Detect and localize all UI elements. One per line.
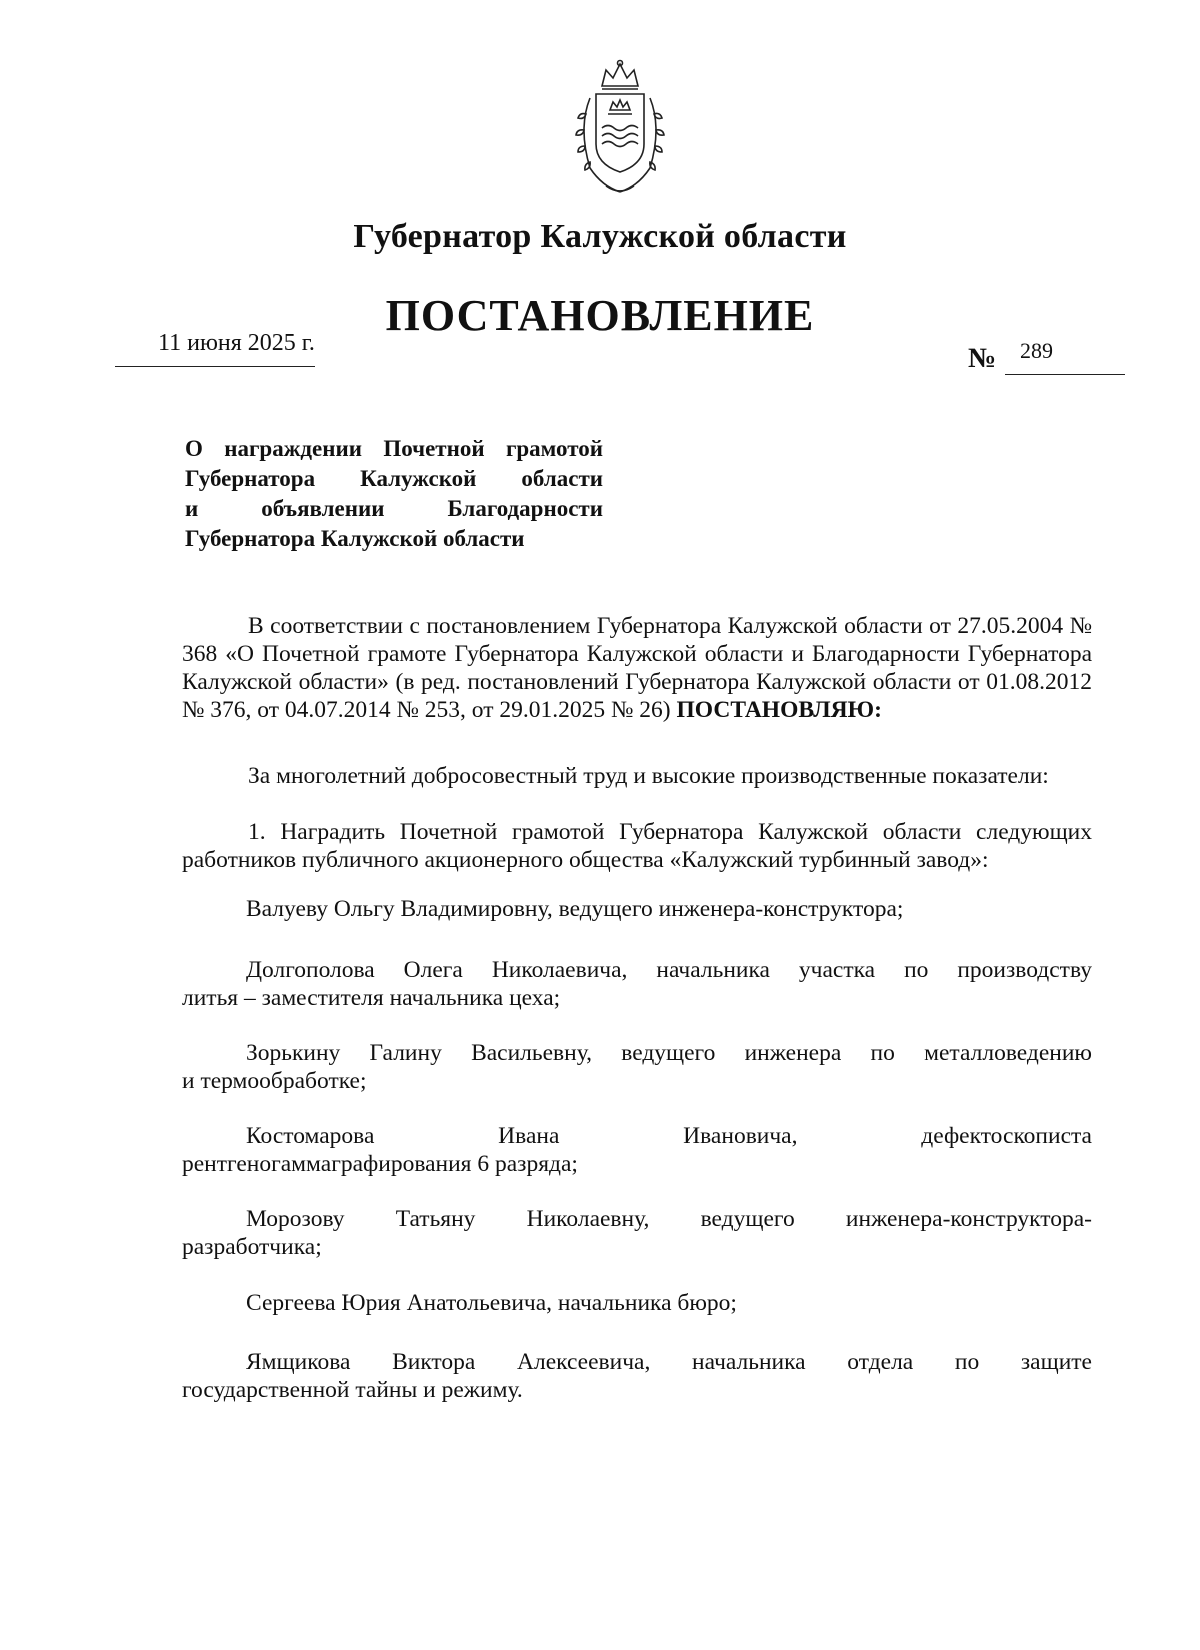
awardee-entry [182,1122,1092,1178]
awardee-text-continued: государственной тайны и режиму. [182,1377,523,1403]
awardee-entry [182,1348,1092,1404]
awardee-text: Валуеву Ольгу Владимировну, ведущего инженера-конструктора; [246,896,904,922]
subject-line: О награждении Почетной грамотой [185,436,603,461]
reason-text: За многолетний добросовестный труд и высокие производственные показатели: [248,763,1049,789]
awardee-text: Ямщикова Виктора Алексеевича, начальника отдела по защите [246,1349,1092,1375]
awardee-entry [182,956,1092,1012]
subject-line: Губернатора Калужской области [185,466,603,491]
clause-1-paragraph [182,818,1092,874]
awardee-text: Долгополова Олега Николаевича, начальника участка по производству [246,957,1092,983]
awardee-entry [182,1289,1092,1317]
number-underline [1005,374,1125,375]
awardee-text: Сергеева Юрия Анатольевича, начальника бюро; [246,1290,737,1316]
awardee-text-continued: рентгеногаммаграфирования 6 разряда; [182,1151,578,1177]
issuing-authority: Губернатор Калужской области [353,218,847,255]
clause-1-text: 1. Наградить Почетной грамотой Губернатора Калужской области следующих работников публичного акционерного общества «Калужский турбинный завод»: [182,819,1092,873]
decree-word: ПОСТАНОВЛЯЮ: [676,697,882,723]
number-sign: № [968,343,997,374]
awardee-text-continued: и термообработке; [182,1068,367,1094]
awardee-text-continued: разработчика; [182,1234,322,1260]
awardee-entry [182,895,1092,923]
preamble-text: В соответствии с постановлением Губернатора Калужской области от 27.05.2004 № 368 «О Почетной грамоте Губернатора Калужской области и Благодарности Губернатора Калужской области» (в ред. постановлений Губернатора Калужской области от 01.08.2012 № 376, от 04.07.2014 № 253, от 29.01.2025 № 26) [182,613,1092,723]
subject-line: Губернатора Калужской области [185,526,525,551]
document-number: 289 [1020,338,1053,363]
date-underline [115,366,315,367]
document-subject [185,434,603,554]
document-type-title: ПОСТАНОВЛЕНИЕ [385,291,815,340]
reason-paragraph [182,762,1092,790]
awardee-text-continued: литья – заместителя начальника цеха; [182,985,561,1011]
awardee-entry [182,1205,1092,1261]
awardee-text: Морозову Татьяну Николаевну, ведущего инженера-конструктора- [246,1206,1092,1232]
awardee-text: Костомарова Ивана Ивановича, дефектоскописта [246,1123,1092,1149]
awardee-text: Зорькину Галину Васильевну, ведущего инженера по металловедению [246,1040,1092,1066]
document-date: 11 июня 2025 г. [158,330,315,356]
subject-line: и объявлении Благодарности [185,496,603,521]
preamble-paragraph [182,612,1092,724]
awardee-entry [182,1039,1092,1095]
coat-of-arms-emblem [566,58,674,198]
